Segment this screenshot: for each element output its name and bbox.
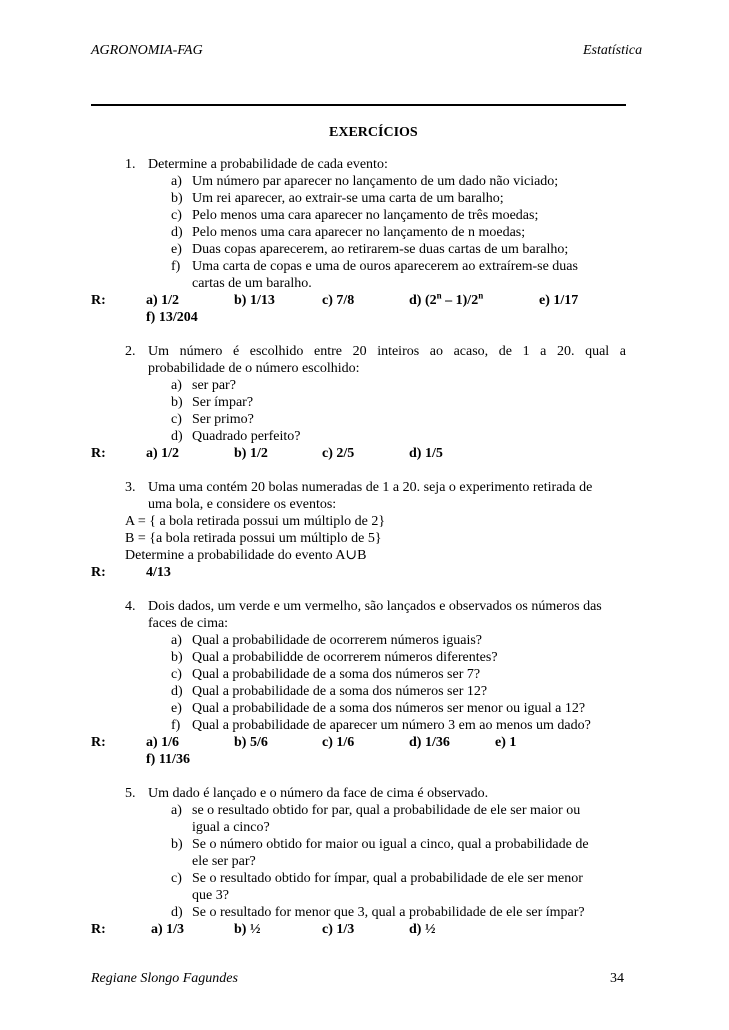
q2-line2: probabilidade de o número escolhido: xyxy=(148,361,360,376)
q1-item-d: Pelo menos uma cara aparecer no lançamento de n moedas; xyxy=(192,225,526,240)
q5-text: Um dado é lançado e o número da face de cima é observado. xyxy=(148,786,489,801)
q4-item-d: Qual a probabilidade de a soma dos números ser 12? xyxy=(192,684,488,699)
q1-item-e: Duas copas aparecerem, ao retirarem-se duas cartas de um baralho; xyxy=(192,242,569,257)
q4-item-f: Qual a probabilidade de aparecer um número 3 em ao menos um dado? xyxy=(192,718,591,733)
q1-answer-b: b) 1/13 xyxy=(234,293,275,308)
q1-answer-e: e) 1/17 xyxy=(539,293,579,308)
q4-answer-c: c) 1/6 xyxy=(322,735,355,750)
q1-text: Determine a probabilidade de cada evento: xyxy=(148,157,388,172)
q3-answer: 4/13 xyxy=(146,565,171,580)
header-right: Estatística xyxy=(583,43,643,58)
q5-answer-d: d) ½ xyxy=(409,922,436,937)
q1-label-e: e) xyxy=(171,242,182,257)
q2-answer-b: b) 1/2 xyxy=(234,446,268,461)
q5-label-a: a) xyxy=(171,803,182,818)
q5-item-b-line1: Se o número obtido for maior ou igual a cinco, qual a probabilidade de xyxy=(192,837,589,852)
q5-item-c-line2: que 3? xyxy=(192,888,229,903)
q5-label-b: b) xyxy=(171,837,183,852)
q2-item-a: ser par? xyxy=(192,378,236,393)
header-rule xyxy=(91,104,626,106)
q4-line2: faces de cima: xyxy=(148,616,229,631)
q1-answer-f: f) 13/204 xyxy=(146,310,198,325)
q1-answer-c: c) 7/8 xyxy=(322,293,355,308)
q5-item-c-line1: Se o resultado obtido for ímpar, qual a probabilidade de ele ser menor xyxy=(192,871,583,886)
q5-item-a-line1: se o resultado obtido for par, qual a probabilidade de ele ser maior ou xyxy=(192,803,581,818)
q1-label-a: a) xyxy=(171,174,182,189)
footer-author: Regiane Slongo Fagundes xyxy=(91,971,238,986)
q2-line1: Um número é escolhido entre 20 inteiros ao acaso, de 1 a 20. qual a xyxy=(148,344,626,359)
q5-answer-a: a) 1/3 xyxy=(151,922,185,937)
q4-answer-d: d) 1/36 xyxy=(409,735,450,750)
q3-line1: Uma uma contém 20 bolas numeradas de 1 a 20. seja o experimento retirada de xyxy=(148,480,593,495)
q5-number: 5. xyxy=(125,786,136,801)
q2-label-d: d) xyxy=(171,429,183,444)
q4-label-b: b) xyxy=(171,650,183,665)
q4-label-f: f) xyxy=(171,718,181,733)
q4-number: 4. xyxy=(125,599,136,614)
q2-item-c: Ser primo? xyxy=(192,412,254,427)
q1-label-f: f) xyxy=(171,259,181,274)
q4-answer-f: f) 11/36 xyxy=(146,752,190,767)
q3-event-a: A = { a bola retirada possui um múltiplo de 2} xyxy=(125,514,386,529)
q2-label-b: b) xyxy=(171,395,183,410)
q4-label-e: e) xyxy=(171,701,182,716)
q4-item-c: Qual a probabilidade de a soma dos números ser 7? xyxy=(192,667,481,682)
q1-item-f-cont: cartas de um baralho. xyxy=(192,276,312,291)
q2-label-c: c) xyxy=(171,412,182,427)
q2-answer-c: c) 2/5 xyxy=(322,446,355,461)
q2-answer-label: R: xyxy=(91,446,106,461)
q1-answer-d: d) (2$^n$ – 1)/2$^n$ xyxy=(409,290,484,308)
q1-number: 1. xyxy=(125,157,136,172)
q5-item-b-line2: ele ser par? xyxy=(192,854,256,869)
q2-label-a: a) xyxy=(171,378,182,393)
q1-label-b: b) xyxy=(171,191,183,206)
q4-answer-a: a) 1/6 xyxy=(146,735,180,750)
q1-item-f: Uma carta de copas e uma de ouros aparecerem ao extraírem-se duas xyxy=(192,259,578,274)
q4-item-a: Qual a probabilidade de ocorrerem números iguais? xyxy=(192,633,483,648)
q1-answer-label: R: xyxy=(91,293,106,308)
q1-answer-a: a) 1/2 xyxy=(146,293,180,308)
q5-answer-c: c) 1/3 xyxy=(322,922,355,937)
page-title: EXERCÍCIOS xyxy=(329,125,418,140)
q5-label-c: c) xyxy=(171,871,182,886)
q3-answer-label: R: xyxy=(91,565,106,580)
q1-label-c: c) xyxy=(171,208,182,223)
q1-item-b: Um rei aparecer, ao extrair-se uma carta de um baralho; xyxy=(192,191,504,206)
q1-label-d: d) xyxy=(171,225,183,240)
q5-item-d: Se o resultado for menor que 3, qual a probabilidade de ele ser ímpar? xyxy=(192,905,585,920)
q2-number: 2. xyxy=(125,344,136,359)
q3-event-b: B = {a bola retirada possui um múltiplo de 5} xyxy=(125,531,382,546)
q2-item-d: Quadrado perfeito? xyxy=(192,429,301,444)
page-number: 34 xyxy=(610,971,624,986)
q5-label-d: d) xyxy=(171,905,183,920)
q3-determine: Determine a probabilidade do evento A∪B xyxy=(125,548,367,563)
q4-label-c: c) xyxy=(171,667,182,682)
q4-item-b: Qual a probabilidde de ocorrerem números diferentes? xyxy=(192,650,498,665)
q1-item-c: Pelo menos uma cara aparecer no lançamento de três moedas; xyxy=(192,208,539,223)
q1-item-a: Um número par aparecer no lançamento de um dado não viciado; xyxy=(192,174,559,189)
q5-answer-label: R: xyxy=(91,922,106,937)
q5-item-a-line2: igual a cinco? xyxy=(192,820,270,835)
q2-item-b: Ser ímpar? xyxy=(192,395,254,410)
header-left: AGRONOMIA-FAG xyxy=(91,43,203,58)
q3-number: 3. xyxy=(125,480,136,495)
q4-item-e: Qual a probabilidade de a soma dos números ser menor ou igual a 12? xyxy=(192,701,586,716)
q3-line2: uma bola, e considere os eventos: xyxy=(148,497,337,512)
q4-answer-b: b) 5/6 xyxy=(234,735,268,750)
q4-answer-e: e) 1 xyxy=(495,735,517,750)
q2-answer-d: d) 1/5 xyxy=(409,446,443,461)
q4-line1: Dois dados, um verde e um vermelho, são lançados e observados os números das xyxy=(148,599,602,614)
q4-answer-label: R: xyxy=(91,735,106,750)
q4-label-d: d) xyxy=(171,684,183,699)
q4-label-a: a) xyxy=(171,633,182,648)
q5-answer-b: b) ½ xyxy=(234,922,261,937)
q2-answer-a: a) 1/2 xyxy=(146,446,180,461)
